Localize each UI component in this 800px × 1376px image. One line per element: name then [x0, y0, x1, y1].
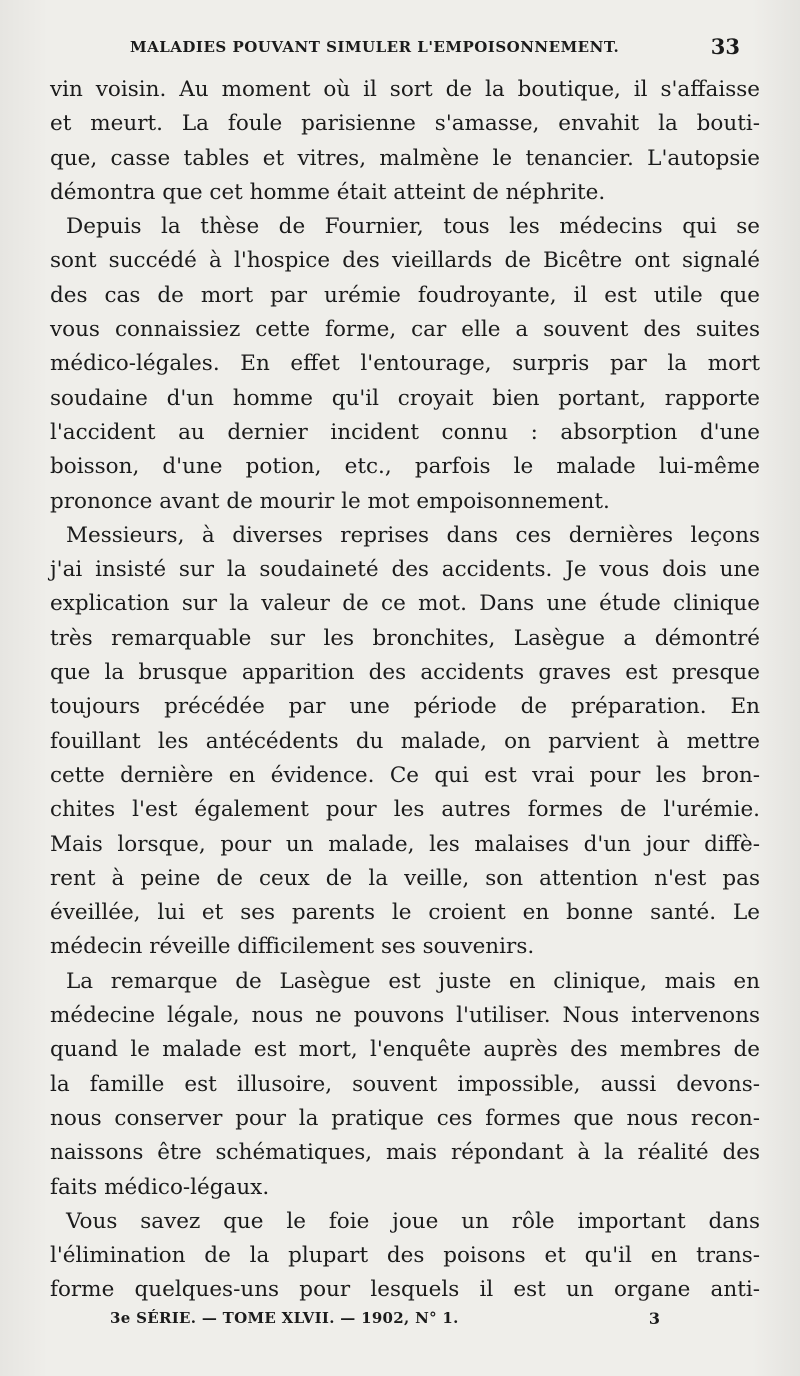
paragraph-1 [50, 73, 760, 210]
paragraph-5 [50, 1205, 760, 1308]
text-line: des cas de mort par urémie foudroyante, il est utile que [50, 282, 760, 308]
text-line: forme quelques-uns pour lesquels il est un organe anti- [50, 1277, 760, 1303]
text-line: boisson, d'une potion, etc., parfois le malade lui-même [50, 454, 760, 480]
text-line: et meurt. La foule parisienne s'amasse, envahit la bouti- [50, 111, 760, 137]
text-line: très remarquable sur les bronchites, Lasègue a démontré [50, 625, 760, 651]
text-line: toujours précédée par une période de préparation. En [50, 694, 760, 720]
paragraph-2 [50, 210, 760, 519]
text-line: explication sur la valeur de ce mot. Dans une étude clinique [50, 591, 760, 617]
text-line: cette dernière en évidence. Ce qui est vrai pour les bron- [50, 762, 760, 788]
text-line: vous connaissiez cette forme, car elle a souvent des suites [50, 317, 760, 343]
text-line: démontra que cet homme était atteint de néphrite. [50, 179, 606, 205]
paragraph-4 [50, 965, 760, 1205]
text-line: naissons être schématiques, mais répondant à la réalité des [50, 1140, 760, 1166]
text-line: Vous savez que le foie joue un rôle important dans [66, 1208, 760, 1234]
text-line: rent à peine de ceux de la veille, son attention n'est pas [50, 865, 760, 891]
text-line: nous conserver pour la pratique ces formes que nous recon- [50, 1105, 760, 1131]
page-footer [110, 1309, 670, 1339]
text-line: l'élimination de la plupart des poisons et qu'il en trans- [50, 1243, 760, 1269]
text-line: que, casse tables et vitres, malmène le tenancier. L'autopsie [50, 145, 760, 171]
body-text [50, 73, 760, 1308]
text-line: l'accident au dernier incident connu : absorption d'une [50, 419, 760, 445]
series-line: 3e SÉRIE. — TOME XLVII. — 1902, N° 1. [110, 1309, 459, 1327]
text-line: la famille est illusoire, souvent impossible, aussi devons- [50, 1071, 760, 1097]
text-line: quand le malade est mort, l'enquête auprès des membres de [50, 1037, 760, 1063]
text-line: sont succédé à l'hospice des vieillards de Bicêtre ont signalé [50, 248, 760, 274]
text-line: que la brusque apparition des accidents graves est presque [50, 660, 760, 686]
text-line: soudaine d'un homme qu'il croyait bien portant, rapporte [50, 385, 760, 411]
running-title: MALADIES POUVANT SIMULER L'EMPOISONNEMENT. [130, 38, 620, 56]
text-line: fouillant les antécédents du malade, on parvient à mettre [50, 728, 760, 754]
text-line: médico-légales. En effet l'entourage, surpris par la mort [50, 351, 760, 377]
signature-mark: 3 [648, 1309, 660, 1328]
text-line: chites l'est également pour les autres formes de l'urémie. [50, 797, 760, 823]
text-line: j'ai insisté sur la soudaineté des accidents. Je vous dois une [50, 557, 760, 583]
text-line: médecine légale, nous ne pouvons l'utiliser. Nous intervenons [50, 1003, 760, 1029]
running-head [60, 34, 740, 64]
text-line: Mais lorsque, pour un malade, les malaises d'un jour diffè- [50, 831, 760, 857]
text-line: éveillée, lui et ses parents le croient en bonne santé. Le [50, 900, 760, 926]
page-number: 33 [710, 34, 740, 59]
paragraph-3 [50, 519, 760, 965]
text-line: Depuis la thèse de Fournier, tous les médecins qui se [66, 214, 760, 240]
text-line: La remarque de Lasègue est juste en clinique, mais en [66, 968, 760, 994]
text-line: Messieurs, à diverses reprises dans ces dernières leçons [66, 522, 760, 548]
text-line: faits médico-légaux. [50, 1174, 270, 1200]
text-line: vin voisin. Au moment où il sort de la boutique, il s'affaisse [50, 77, 760, 102]
text-line: médecin réveille difficilement ses souvenirs. [50, 934, 535, 960]
text-line: prononce avant de mourir le mot empoisonnement. [50, 488, 610, 514]
